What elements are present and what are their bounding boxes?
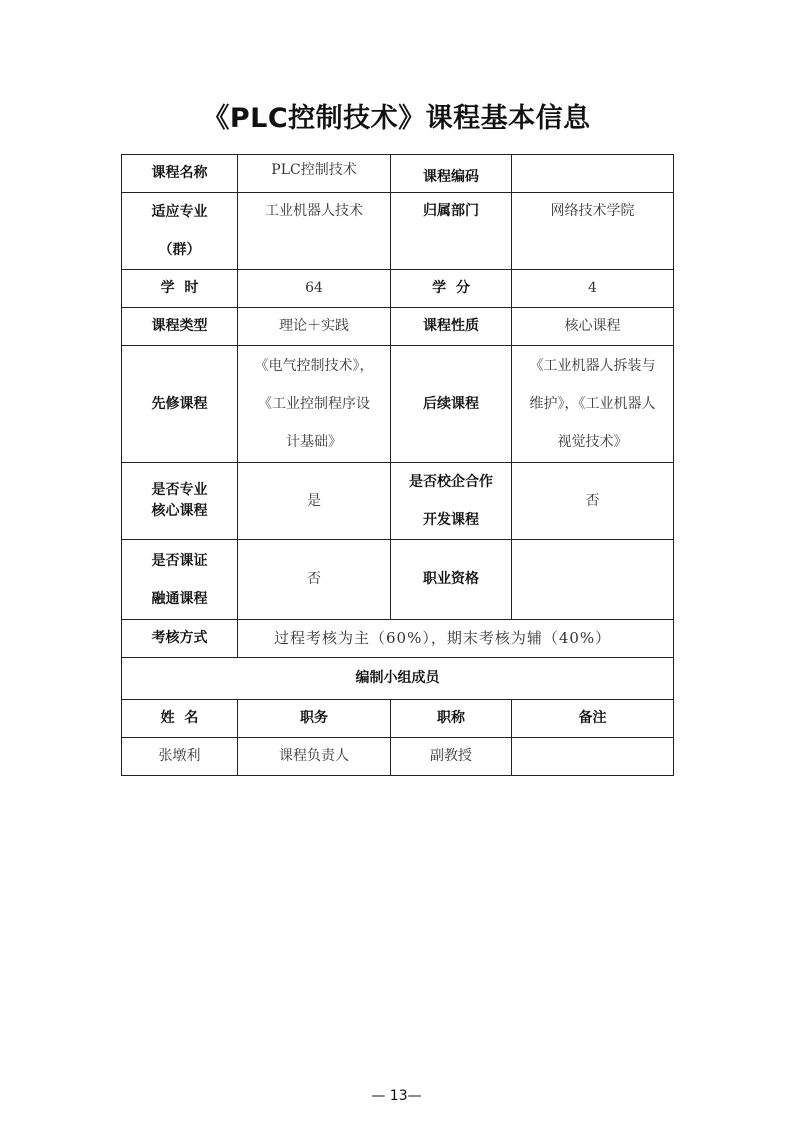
prereq-value: [238, 346, 391, 463]
member-title: 副教授: [391, 738, 512, 776]
core-course-label: [122, 463, 238, 540]
course-name-value: PLC控制技术: [238, 155, 391, 193]
team-header: 编制小组成员: [122, 658, 674, 700]
type-label: 课程类型: [122, 308, 238, 346]
course-code-value: [512, 155, 674, 193]
member-role: 课程负责人: [238, 738, 391, 776]
core-course-value: 是: [238, 463, 391, 540]
coop-label-line2: 开发课程: [423, 512, 479, 528]
credits-label: 学 分: [391, 270, 512, 308]
core-label-line1: 是否专业: [151, 482, 208, 498]
table-row: [122, 270, 674, 308]
table-row: [122, 738, 674, 776]
course-name-label: 课程名称: [122, 155, 238, 193]
table-row: [122, 658, 674, 700]
page-title: 《PLC控制技术》课程基本信息: [202, 103, 591, 134]
prereq-label: 先修课程: [122, 346, 238, 463]
nature-label: 课程性质: [391, 308, 512, 346]
col-header-note: 备注: [512, 700, 674, 738]
course-code-label: 课程编码: [391, 155, 512, 193]
page-number: — 13—: [371, 1088, 422, 1104]
qualification-label: 职业资格: [391, 540, 512, 620]
col-header-title: 职称: [391, 700, 512, 738]
member-note: [512, 738, 674, 776]
followup-label: 后续课程: [391, 346, 512, 463]
credits-value: 4: [512, 270, 674, 308]
course-info-table: [121, 154, 674, 776]
hours-value: 64: [238, 270, 391, 308]
major-label-line2: （群）: [158, 242, 201, 258]
major-label: [122, 193, 238, 270]
coop-value: 否: [512, 463, 674, 540]
nature-value: 核心课程: [512, 308, 674, 346]
followup-value: [512, 346, 674, 463]
followup-line1: 《工业机器人拆装与: [529, 358, 656, 374]
hours-label: 学 时: [122, 270, 238, 308]
prereq-line2: 《工业控制程序设: [258, 396, 370, 412]
dept-value: 网络技术学院: [512, 193, 674, 270]
table-row: [122, 193, 674, 270]
table-row: [122, 700, 674, 738]
qualification-value: [512, 540, 674, 620]
cert-label-line2: 融通课程: [151, 590, 208, 607]
table-row: [122, 540, 674, 620]
followup-line2: 维护》，《工业机器人: [529, 396, 656, 412]
col-header-role: 职务: [238, 700, 391, 738]
col-header-name: 姓 名: [122, 700, 238, 738]
prereq-line1: 《电气控制技术》，: [254, 358, 374, 374]
table-row: [122, 620, 674, 658]
cert-label: [122, 540, 238, 620]
major-label-line1: 适应专业: [151, 204, 208, 220]
prereq-line3: 计基础》: [286, 434, 342, 450]
core-label-line2: 核心课程: [151, 503, 208, 519]
dept-label: 归属部门: [391, 193, 512, 270]
table-row: [122, 463, 674, 540]
assessment-label: 考核方式: [122, 620, 238, 658]
major-value: 工业机器人技术: [238, 193, 391, 270]
coop-label: [391, 463, 512, 540]
assessment-value: 过程考核为主（60%），期末考核为辅（40%）: [238, 620, 674, 658]
coop-label-line1: 是否校企合作: [409, 474, 493, 490]
member-name: 张墩利: [122, 738, 238, 776]
cert-value: 否: [238, 540, 391, 620]
table-row: [122, 346, 674, 463]
table-row: [122, 308, 674, 346]
followup-line3: 视觉技术》: [557, 434, 628, 450]
table-row: [122, 155, 674, 193]
type-value: 理论＋实践: [238, 308, 391, 346]
cert-label-line1: 是否课证: [151, 552, 208, 569]
